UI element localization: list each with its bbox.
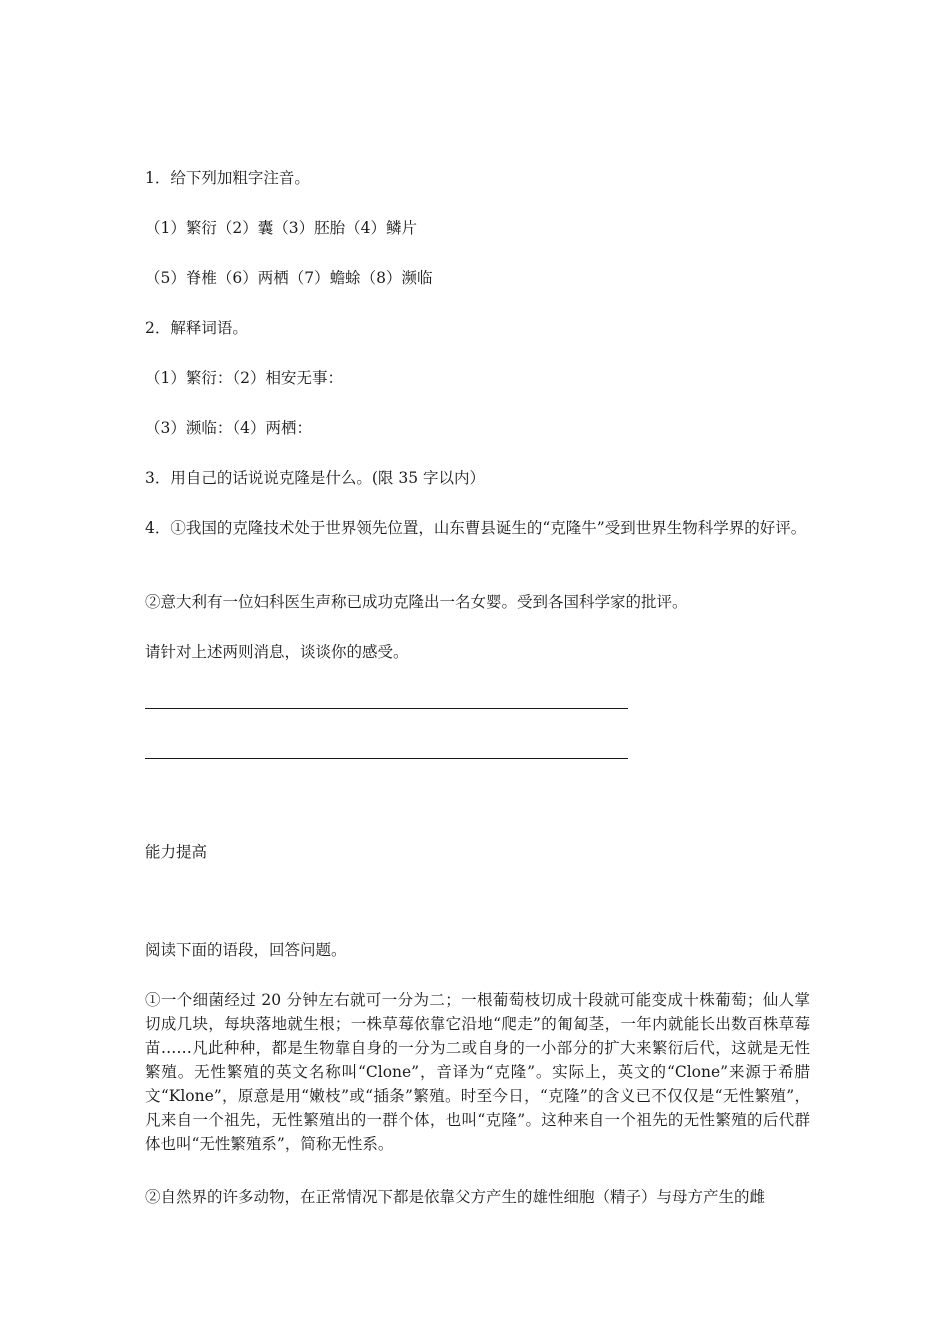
question-4-item-2: ②意大利有一位妇科医生声称已成功克隆出一名女婴。受到各国科学家的批评。 [145, 593, 688, 611]
question-4-item-1: 4．①我国的克隆技术处于世界领先位置，山东曹县诞生的“克隆牛”受到世界生物科学界的好评。 [145, 519, 807, 537]
answer-line-1 [145, 708, 628, 709]
question-2-line-2: （3）濒临：（4）两栖： [145, 419, 312, 437]
answer-line-2 [145, 758, 628, 759]
question-1-title: 1．给下列加粗字注音。 [145, 169, 310, 187]
reading-paragraph-1: ①一个细菌经过 20 分钟左右就可一分为二；一根葡萄枝切成十段就可能变成十株葡萄；仙人掌切成几块，每块落地就生根；一株草莓依靠它沿地“爬走”的匍匐茎，一年内就能长出数百株草莓苗……凡此种种，都是生物靠自身的一分为二或自身的一小部分的扩大来繁衍后代，这就是无性繁殖。无性繁殖的英文名称叫“Clone”，音译为“克隆”。实际上，英文的“Clone”来源于希腊文“Klone”，原意是用“嫩枝”或“插条”繁殖。时至今日，“克隆”的含义已不仅仅是“无性繁殖”，凡来自一个祖先，无性繁殖出的一群个体，也叫“克隆”。这种来自一个祖先的无性繁殖的后代群体也叫“无性繁殖系”，简称无性系。 [145, 991, 810, 1153]
question-3-title: 3．用自己的话说说克隆是什么。(限 35 字以内） [145, 469, 485, 487]
section-title: 能力提高 [145, 843, 208, 861]
question-1-line-2: （5）脊椎（6）两栖（7）蟾蜍（8）濒临 [145, 269, 433, 287]
question-2-title: 2．解释词语。 [145, 319, 248, 337]
question-4-prompt: 请针对上述两则消息，谈谈你的感受。 [145, 643, 409, 661]
reading-paragraph-2: ②自然界的许多动物，在正常情况下都是依靠父方产生的雄性细胞（精子）与母方产生的雌 [145, 1188, 766, 1206]
question-1-line-1: （1）繁衍（2）囊（3）胚胎（4）鳞片 [145, 219, 417, 237]
reading-intro: 阅读下面的语段，回答问题。 [145, 941, 347, 959]
question-2-line-1: （1）繁衍：（2）相安无事： [145, 369, 343, 387]
